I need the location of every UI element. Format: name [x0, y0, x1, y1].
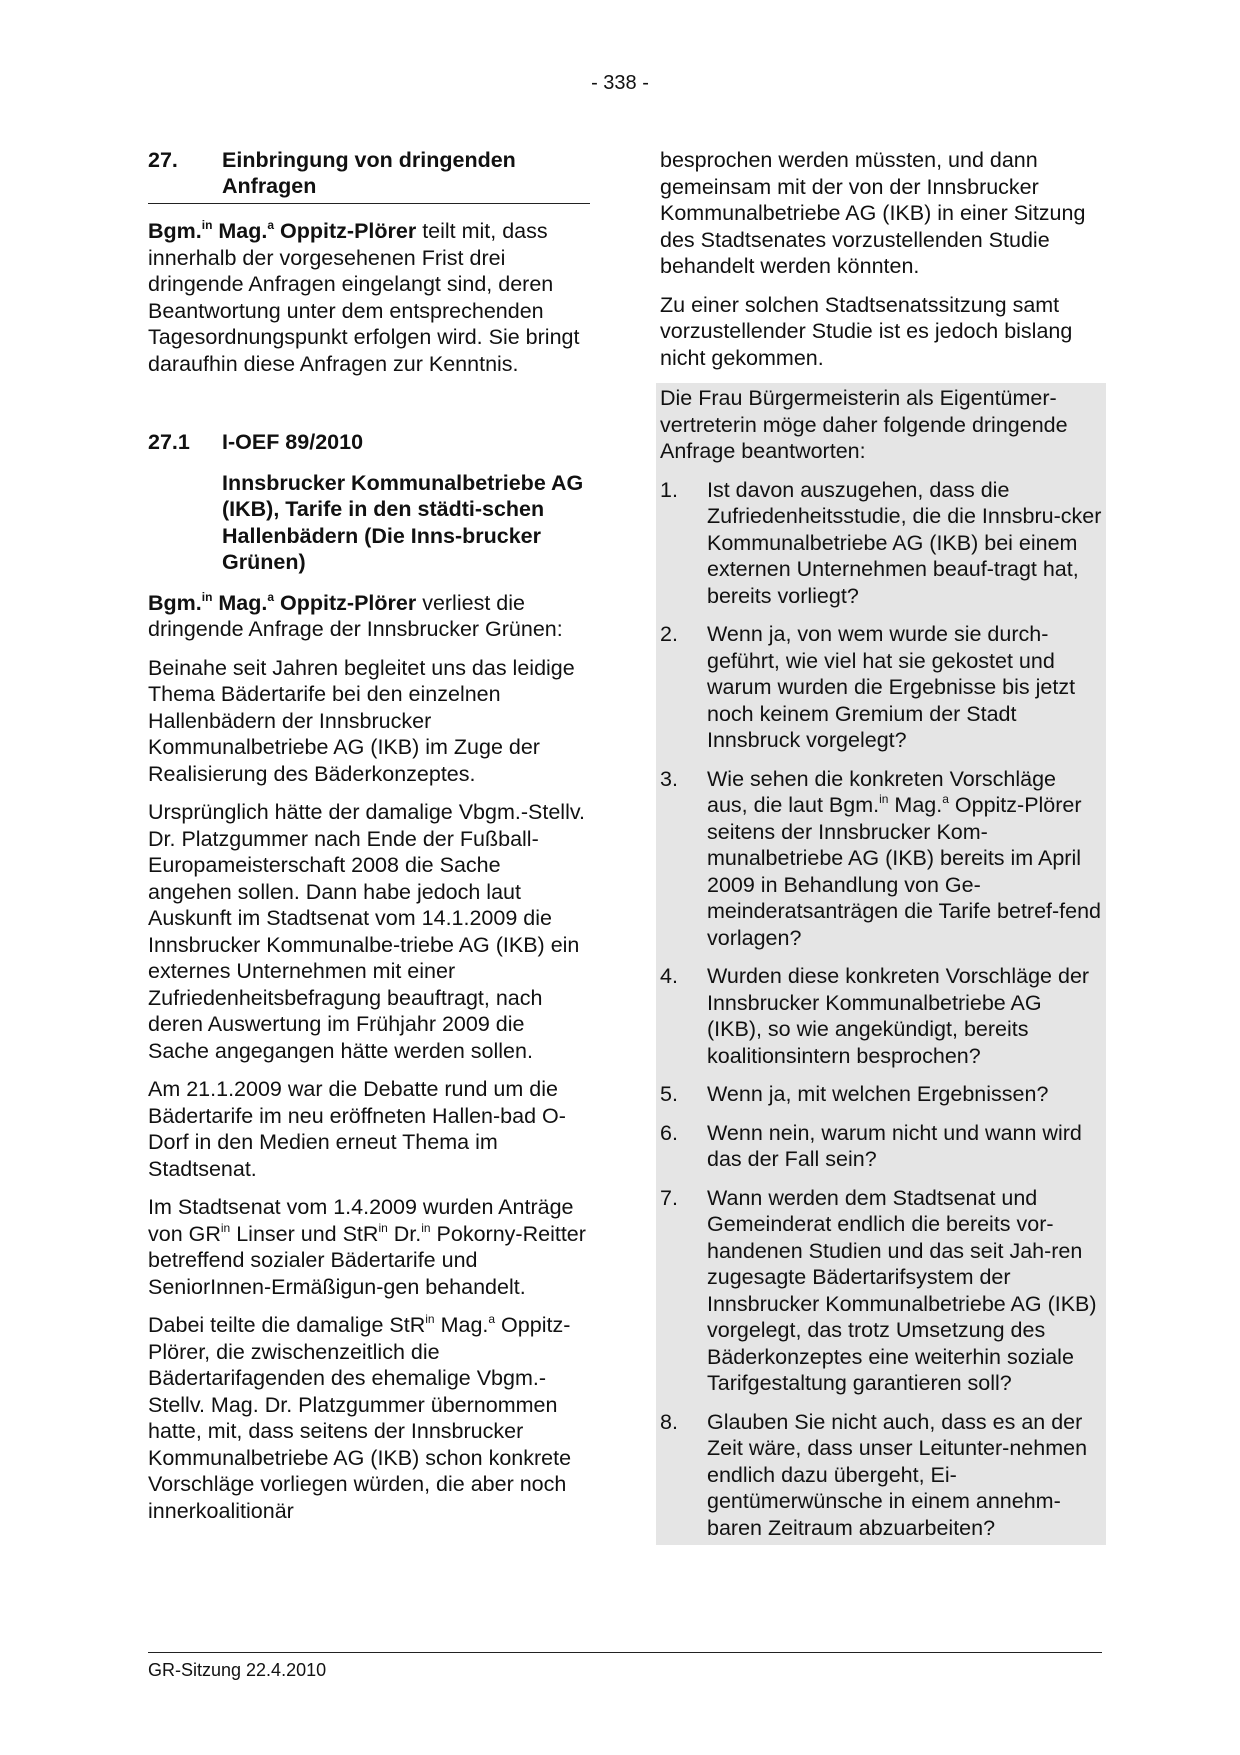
subsection-heading	[148, 429, 590, 456]
body-paragraph-5: Dabei teilte die damalige StR$^{in}$ Mag.$^a$ Oppitz-Plörer, die zwischenzeitlich die Bädertarifagenden des ehemalige Vbgm.-Stellv. Mag. Dr. Platzgummer übernommen hatte, mit, dass seitens der Innsbrucker Kommunalbetriebe AG (IKB) schon konkrete Vorschläge vorliegen würden, die aber noch innerkoalitionär	[148, 1312, 572, 1523]
body-paragraph-2: Ursprünglich hätte der damalige Vbgm.-Stellv. Dr. Platzgummer nach Ende der Fußball-Europameisterschaft 2008 die Sache angehen sollen. Dann habe jedoch laut Auskunft im Stadtsenat vom 14.1.2009 die Innsbrucker Kommunalbe-triebe AG (IKB) ein externes Unternehmen mit einer Zufriedenheitsbefragung beauftragt, nach deren Auswertung im Frühjahr 2009 die Sache angegangen hätte werden sollen.	[148, 800, 585, 1063]
inquiry-request: Die Frau Bürgermeisterin als Eigentümer-vertreterin möge daher folgende dringende Anfrage beantworten:	[660, 386, 1068, 463]
footer-text: GR-Sitzung 22.4.2010	[148, 1660, 327, 1680]
question-item: 1. Ist davon auszugehen, dass die Zufriedenheitsstudie, die die Innsbru-cker Kommunalbetriebe AG (IKB) bei einem externen Unternehmen beauf-tragt hat, bereits vorliegt?	[660, 477, 1102, 608]
body-paragraph-3: Am 21.1.2009 war die Debatte rund um die Bädertarife im neu eröffneten Hallen-bad O-Dorf in den Medien erneut Thema im Stadtsenat.	[148, 1077, 566, 1181]
question-item: 4. Wurden diese konkreten Vorschläge der Innsbrucker Kommunalbetriebe AG (IKB), so wie angekündigt, bereits koalitionsintern besprochen?	[660, 964, 1090, 1068]
continuation-paragraph-2: Zu einer solchen Stadtsenatssitzung samt vorzustellender Studie ist es jedoch bislang nicht gekommen.	[660, 292, 1073, 370]
body-paragraph-4: Im Stadtsenat vom 1.4.2009 wurden Anträge von $GR^{in}$ Linser und StR$^{in}$ Dr.$^{in}$ Pokorny-Reitter betreffend sozialer Bädertarife und SeniorInnen-Ermäßigun-gen behandelt.	[148, 1195, 586, 1299]
body-paragraph-1: Beinahe seit Jahren begleitet uns das leidige Thema Bädertarife bei den einzelnen Hallenbädern der Innsbrucker Kommunalbetriebe AG (IKB) im Zuge der Realisierung des Bäderkonzeptes.	[148, 655, 575, 786]
left-column	[148, 147, 590, 1536]
question-item: 6. Wenn nein, warum nicht und wann wird das der Fall sein?	[660, 1120, 1082, 1171]
section-number: 27.	[148, 148, 178, 172]
section-heading	[148, 147, 590, 204]
intro-paragraph: Bgm.$^{in}$ Mag.$^a$ Oppitz-Plörer teilt mit, dass innerhalb der vorgesehenen Frist drei dringende Anfragen eingelangt sind, deren Beantwortung unter dem entsprechenden Tagesordnungspunkt erfolgen wird. Sie bringt daraufhin diese Anfragen zur Kenntnis.	[148, 218, 580, 376]
subsection-code: I-OEF 89/2010	[222, 430, 364, 454]
question-item: 5. Wenn ja, mit welchen Ergebnissen?	[660, 1082, 1049, 1106]
subsection-number: 27.1	[148, 430, 190, 454]
section-title: Einbringung von dringenden Anfragen	[222, 148, 516, 198]
inquiry-box	[656, 383, 1106, 1545]
footer-divider	[148, 1652, 1102, 1653]
subsection-title: Innsbrucker Kommunalbetriebe AG (IKB), Tarife in den städti-schen Hallenbädern (Die Inns-brucker Grünen)	[222, 470, 584, 574]
continuation-paragraph-1: besprochen werden müssten, und dann gemeinsam mit der von der Innsbrucker Kommunalbetriebe AG (IKB) in einer Sitzung des Stadtsenates vorzustellenden Studie behandelt werden könnten.	[660, 148, 1086, 278]
question-item: 8. Glauben Sie nicht auch, dass es an der Zeit wäre, dass unser Leitunter-nehmen endlich dazu übergeht, Ei-gentümerwünsche in einem annehm-baren Zeitraum abzuarbeiten?	[660, 1409, 1088, 1540]
question-item: 7. Wann werden dem Stadtsenat und Gemeinderat endlich die bereits vor-handenen Studien und das seit Jah-ren zugesagte Bädertarifsystem der Innsbrucker Kommunalbetriebe AG (IKB) vorgelegt, das trotz Umsetzung des Bäderkonzeptes eine weiterhin soziale Tarifgestaltung garantieren soll?	[660, 1185, 1097, 1395]
question-item: 2. Wenn ja, von wem wurde sie durch-geführt, wie viel hat sie gekostet und warum wurden die Ergebnisse bis jetzt noch keinem Gremium der Stadt Innsbruck vorgelegt?	[660, 622, 1076, 752]
question-item: 3. Wie sehen die konkreten Vorschläge aus, die laut Bgm.$^{in}$ Mag.$^a$ Oppitz-Plörer seitens der Innsbrucker Kom-munalbetriebe AG (IKB) bereits im April 2009 in Behandlung von Ge-meinderatsanträgen die Tarife betref-fend vorlagen?	[660, 766, 1102, 950]
page-number: - 338 -	[591, 72, 649, 94]
right-column	[660, 147, 1102, 1545]
reads-paragraph: Bgm.$^{in}$ Mag.$^a$ Oppitz-Plörer verliest die dringende Anfrage der Innsbrucker Grünen:	[148, 589, 563, 641]
